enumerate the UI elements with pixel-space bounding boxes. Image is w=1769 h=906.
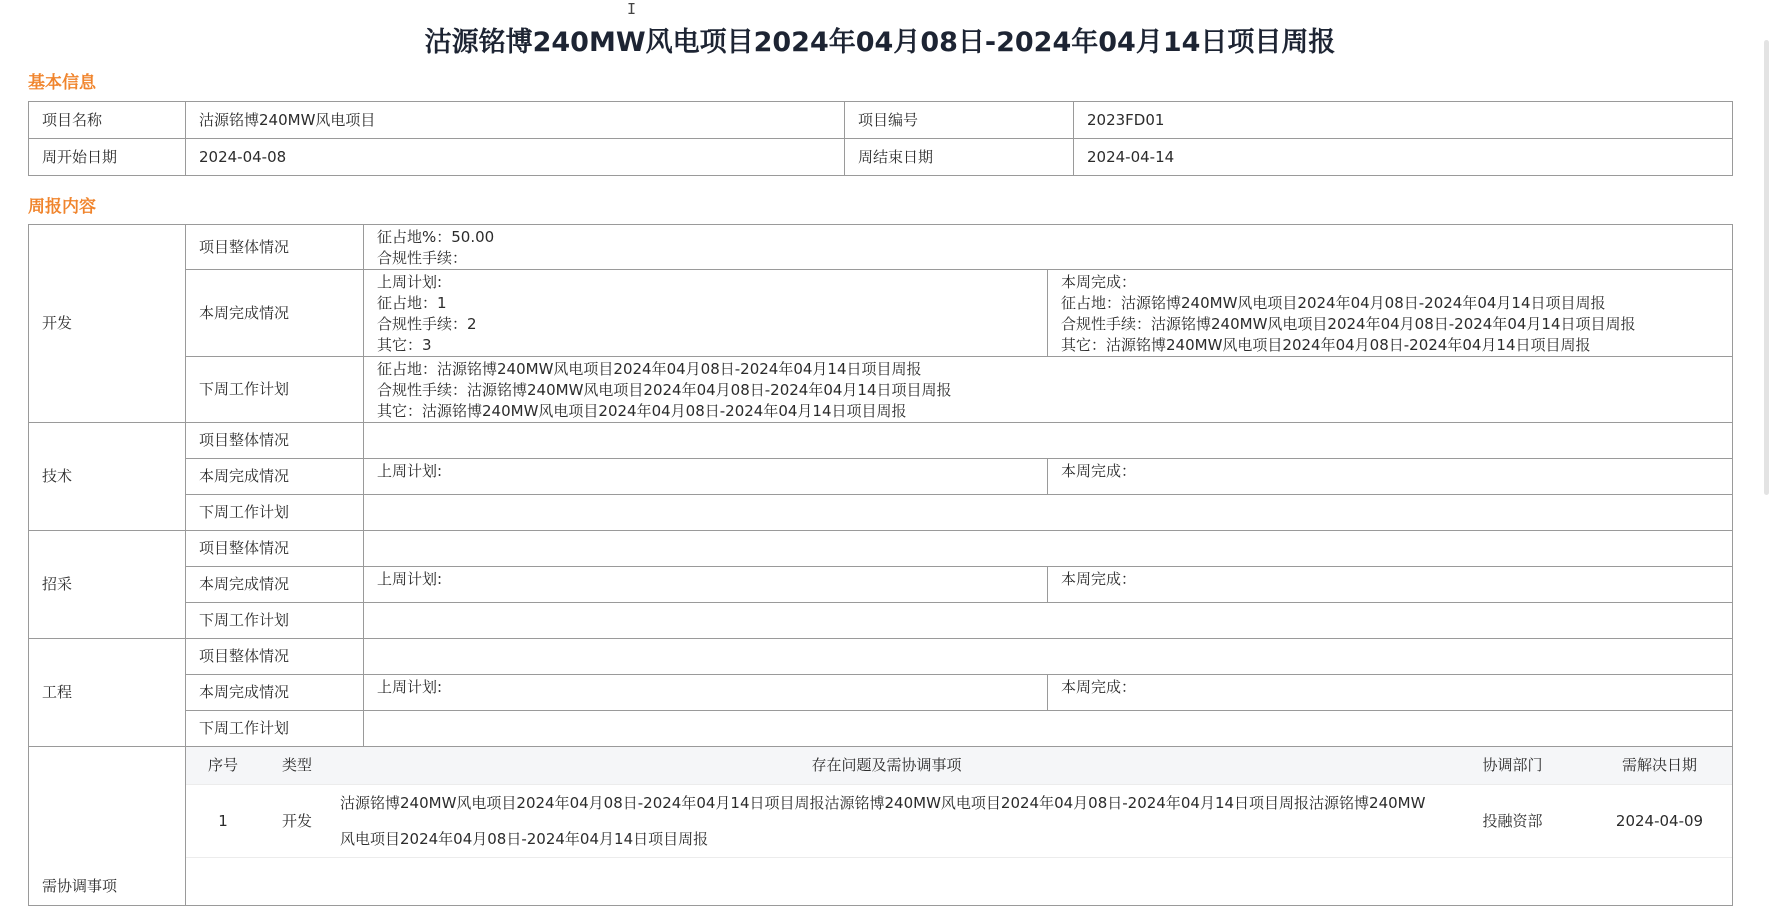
weekly-content-heading: 周报内容 [28,197,96,217]
row-label: 本周完成情况 [186,567,364,603]
row-label: 项目整体情况 [186,531,364,567]
table-row [29,459,1733,495]
table-row [29,102,1733,139]
text-line: 合规性手续：2 [377,315,477,333]
engineering-overall-cell [364,639,1733,675]
row-label: 下周工作计划 [186,495,364,531]
row-label: 下周工作计划 [186,357,364,423]
engineering-last-plan-cell: 上周计划: [364,675,1048,711]
coordination-cell [186,747,1733,906]
basic-info-table [28,101,1733,176]
tech-overall-cell [364,423,1733,459]
column-header: 协调部门 [1439,747,1586,785]
coordination-table [186,747,1733,858]
row-label: 下周工作计划 [186,711,364,747]
dev-this-done-cell [1048,270,1733,357]
column-header: 存在问题及需协调事项 [334,747,1439,785]
issue-cell: 沽源铭博240MW风电项目2024年04月08日-2024年04月14日项目周报沽源铭博240MW风电项目2024年04月08日-2024年04月14日项目周报沽源铭博240MW风电项目2024年04月08日-2024年04月14日项目周报 [334,785,1439,858]
table-row [29,639,1733,675]
text-line: 合规性手续：沽源铭博240MW风电项目2024年04月08日-2024年04月14日项目周报 [377,381,952,399]
text-line: 征占地：沽源铭博240MW风电项目2024年04月08日-2024年04月14日项目周报 [377,360,922,378]
table-row [29,225,1733,270]
text-line: 其它：沽源铭博240MW风电项目2024年04月08日-2024年04月14日项目周报 [377,402,907,420]
type-cell: 开发 [260,785,334,858]
basic-info-heading: 基本信息 [28,73,96,93]
tech-next-plan-cell [364,495,1733,531]
text-line: 合规性手续：沽源铭博240MW风电项目2024年04月08日-2024年04月14日项目周报 [1061,315,1636,333]
table-row [29,675,1733,711]
row-label: 项目整体情况 [186,423,364,459]
seq-cell: 1 [186,785,260,858]
text-line: 上周计划: [377,273,443,291]
table-row [29,747,1733,906]
dev-overall-cell [364,225,1733,270]
table-header-row [186,747,1733,785]
table-row [29,711,1733,747]
page-title: 沽源铭博240MW风电项目2024年04月08日-2024年04月14日项目周报 [424,27,1336,58]
field-label: 项目名称 [29,102,186,139]
table-row [29,603,1733,639]
engineering-this-done-cell: 本周完成： [1048,675,1733,711]
procurement-next-plan-cell [364,603,1733,639]
row-label: 项目整体情况 [186,225,364,270]
field-label: 周开始日期 [29,139,186,176]
procurement-this-done-cell: 本周完成： [1048,567,1733,603]
project-code-value: 2023FD01 [1074,102,1733,139]
text-cursor-icon: I [627,0,637,18]
project-name-value: 沽源铭博240MW风电项目 [186,102,845,139]
row-label: 本周完成情况 [186,270,364,357]
week-start-value: 2024-04-08 [186,139,845,176]
due-date-cell: 2024-04-09 [1586,785,1733,858]
procurement-overall-cell [364,531,1733,567]
scrollbar[interactable] [1764,40,1769,495]
text-line: 其它：沽源铭博240MW风电项目2024年04月08日-2024年04月14日项目周报 [1061,336,1591,354]
section-label-dev: 开发 [29,225,186,423]
field-label: 周结束日期 [845,139,1074,176]
column-header: 需解决日期 [1586,747,1733,785]
engineering-next-plan-cell [364,711,1733,747]
table-row [29,357,1733,423]
text-line: 征占地：1 [377,294,447,312]
table-row [29,531,1733,567]
text-line: 征占地%：50.00 [377,228,495,246]
section-label-procurement: 招采 [29,531,186,639]
row-label: 项目整体情况 [186,639,364,675]
department-cell: 投融资部 [1439,785,1586,858]
column-header: 序号 [186,747,260,785]
section-label-tech: 技术 [29,423,186,531]
section-label-engineering: 工程 [29,639,186,747]
row-label: 本周完成情况 [186,459,364,495]
row-label: 下周工作计划 [186,603,364,639]
field-label: 项目编号 [845,102,1074,139]
dev-last-plan-cell [364,270,1048,357]
dev-next-plan-cell [364,357,1733,423]
procurement-last-plan-cell: 上周计划: [364,567,1048,603]
table-row [29,270,1733,357]
tech-last-plan-cell: 上周计划: [364,459,1048,495]
text-line: 征占地：沽源铭博240MW风电项目2024年04月08日-2024年04月14日项目周报 [1061,294,1606,312]
column-header: 类型 [260,747,334,785]
text-line: 其它：3 [377,336,432,354]
table-row [29,139,1733,176]
text-line: 本周完成： [1061,273,1137,291]
coordination-label: 需协调事项 [29,747,186,906]
row-label: 本周完成情况 [186,675,364,711]
table-row [29,567,1733,603]
week-end-value: 2024-04-14 [1074,139,1733,176]
tech-this-done-cell: 本周完成： [1048,459,1733,495]
table-row [29,423,1733,459]
table-row [186,785,1733,858]
table-row [29,495,1733,531]
text-line: 合规性手续： [377,249,468,267]
weekly-content-table [28,224,1733,906]
